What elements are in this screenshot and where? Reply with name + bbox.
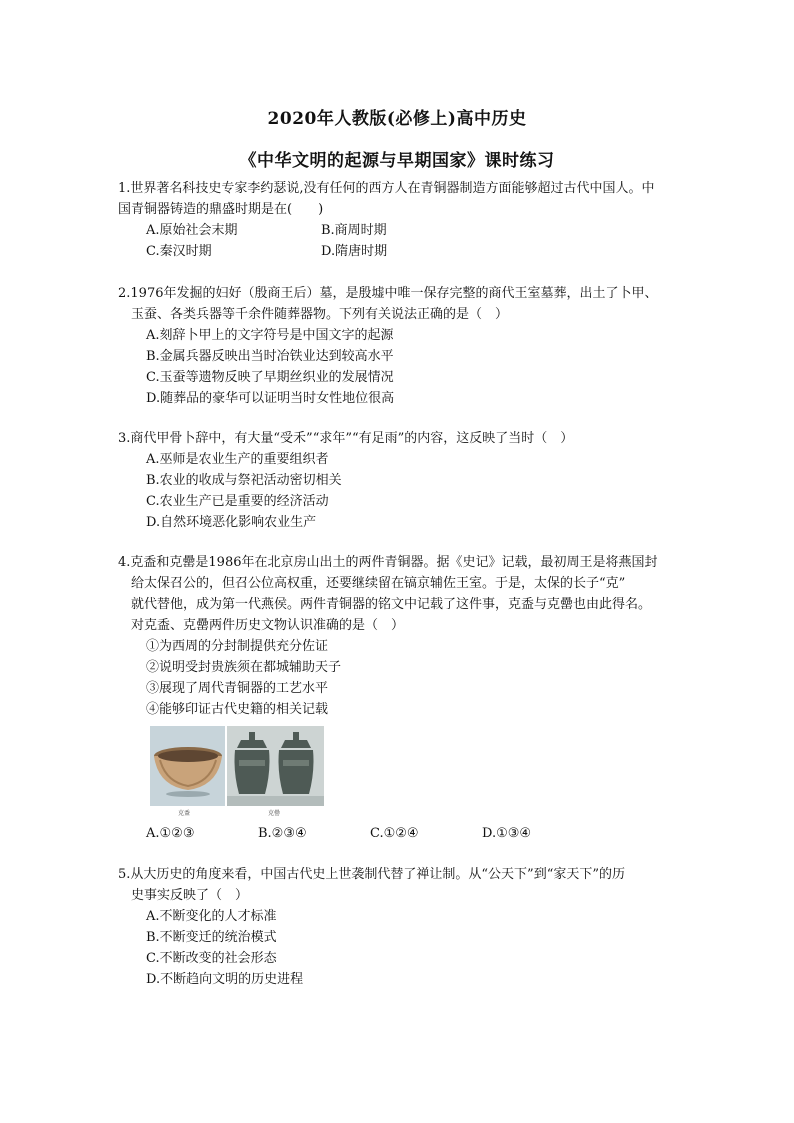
- document-subtitle: 《中华文明的起源与早期国家》课时练习: [239, 151, 555, 171]
- option-a: A.不断变化的人才标准: [146, 909, 277, 924]
- option-d: D.随葬品的豪华可以证明当时女性地位很高: [146, 391, 395, 406]
- option-b: B.②③④: [258, 826, 307, 841]
- stem-line: 史事实反映了（ ）: [131, 888, 249, 903]
- stem-line: 4.克盉和克罍是1986年在北京房山出土的两件青铜器。据《史记》记载，最初周王是将燕国封: [118, 555, 658, 570]
- statement-1: ①为西周的分封制提供充分佐证: [146, 639, 329, 654]
- option-d: D.隋唐时期: [321, 244, 388, 259]
- stem-line: 玉蚕、各类兵器等千余件随葬器物。下列有关说法正确的是（ ）: [131, 307, 509, 322]
- option-a: A.原始社会末期: [146, 223, 238, 238]
- stem-line: 给太保召公的，但召公位高权重，还要继续留在镐京辅佐王室。于是，太保的长子“克”: [131, 576, 626, 591]
- question-stem: [118, 864, 698, 906]
- option-a: A.巫师是农业生产的重要组织者: [146, 452, 329, 467]
- caption-ke-lei: 克罍: [268, 810, 281, 817]
- option-a: A.①②③: [146, 826, 195, 841]
- question-stem: [118, 552, 698, 636]
- question-4: [118, 552, 698, 720]
- stem-line: 1.世界著名科技史专家李约瑟说,没有任何的西方人在青铜器制造方面能够超过古代中国人。中: [118, 181, 655, 196]
- option-b: B.不断变迁的统治模式: [146, 930, 277, 945]
- stem-line: 2.1976年发掘的妇好（殷商王后）墓，是殷墟中唯一保存完整的商代王室墓葬，出土了卜甲、: [118, 286, 658, 301]
- option-c: C.不断改变的社会形态: [146, 951, 277, 966]
- option-c: C.秦汉时期: [146, 244, 212, 259]
- option-c: C.农业生产已是重要的经济活动: [146, 494, 329, 509]
- question-stem: [118, 178, 698, 220]
- question-1: [118, 178, 698, 262]
- stem-line: 5.从大历史的角度来看，中国古代史上世袭制代替了禅让制。从“公天下”到“家天下”的历: [118, 867, 625, 882]
- option-d: D.自然环境恶化影响农业生产: [146, 515, 317, 530]
- stem-line: 国青铜器铸造的鼎盛时期是在( ): [118, 202, 324, 217]
- option-b: B.农业的收成与祭祀活动密切相关: [146, 473, 342, 488]
- option-b: B.金属兵器反映出当时冶铁业达到较高水平: [146, 349, 394, 364]
- stem-line: 就代替他，成为第一代燕侯。两件青铜器的铭文中记载了这件事，克盉与克罍也由此得名。: [131, 597, 652, 612]
- caption-ke-he: 克盉: [178, 810, 191, 817]
- option-c: C.①②④: [370, 826, 419, 841]
- ke-he-photo: [150, 726, 225, 806]
- stem-line: 3.商代甲骨卜辞中，有大量“受禾”“求年”“有足雨”的内容，这反映了当时（ ）: [118, 431, 574, 446]
- question-stem: [118, 283, 698, 325]
- option-b: B.商周时期: [321, 223, 387, 238]
- stem-line: 对克盉、克罍两件历史文物认识准确的是（ ）: [131, 618, 405, 633]
- statement-3: ③展现了周代青铜器的工艺水平: [146, 681, 329, 696]
- question-5: [118, 864, 698, 990]
- option-d: D.①③④: [482, 826, 532, 841]
- option-a: A.刻辞卜甲上的文字符号是中国文字的起源: [146, 328, 394, 343]
- document-title: 2020年人教版(必修上)高中历史: [267, 109, 527, 129]
- question-3: [118, 428, 698, 533]
- artifact-images: [150, 726, 324, 821]
- statement-2: ②说明受封贵族须在都城辅助天子: [146, 660, 342, 675]
- question-stem: [118, 428, 698, 449]
- option-c: C.玉蚕等遗物反映了早期丝织业的发展情况: [146, 370, 394, 385]
- question-2: [118, 283, 698, 409]
- statement-4: ④能够印证古代史籍的相关记载: [146, 702, 329, 717]
- option-d: D.不断趋向文明的历史进程: [146, 972, 304, 987]
- question-4-options: [118, 823, 698, 844]
- ke-lei-photo: [227, 726, 324, 806]
